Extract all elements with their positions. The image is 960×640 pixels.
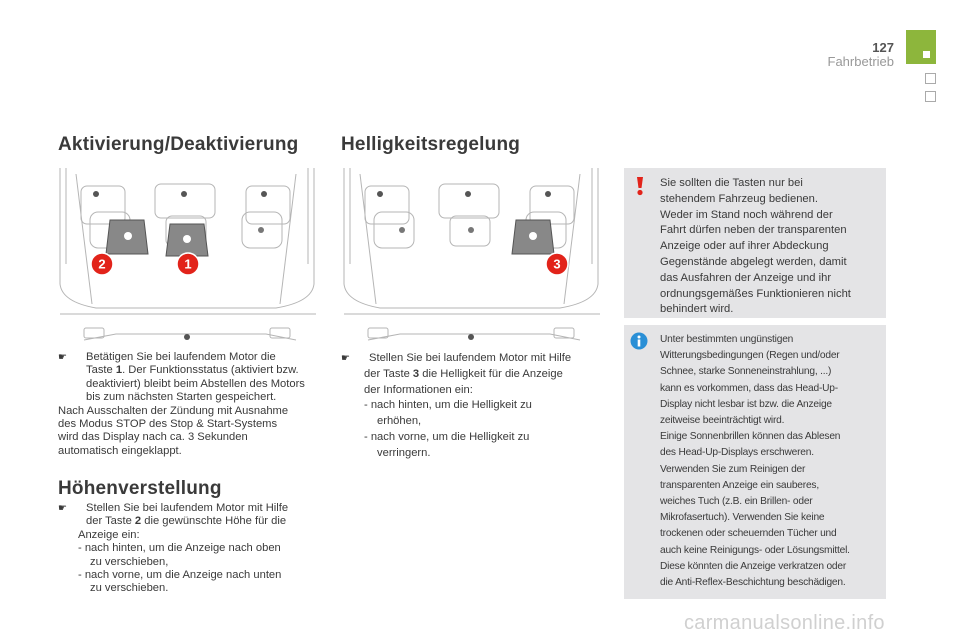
callout-1 — [176, 252, 200, 276]
activation-text: ☛ Betätigen Sie bei laufendem Motor die Taste 1. Der Funktionsstatus (aktiviert bzw. deaktiviert) bleibt beim Abstellen des Motors bis zum nächsten Starten gespeichert. Nach Ausschalten der Zündung mit Ausnahme des Modus STOP des Stop & Start-Systems wird das Display nach ca. 3 Sekunden automatisch eingeklappt. — [58, 351, 305, 457]
brightness-text: ☛ Stellen Sie bei laufendem Motor mit Hilfe der Taste 3 die Helligkeit für die Anzeige der Informationen ein: - nach hinten, um die Helligkeit zu erhöhen, - nach vorne, um die Helligkeit zu verringern. — [341, 352, 572, 459]
chapter-tab — [906, 30, 936, 64]
callout-3-label: 3 — [553, 256, 561, 272]
page-number: 127 — [872, 40, 894, 55]
watermark: carmanualsonline.info — [684, 612, 885, 634]
callout-2-label: 2 — [98, 256, 106, 272]
pointing-hand-icon: ☛ — [341, 353, 350, 364]
chapter-marker — [925, 73, 936, 84]
section-title-activation: Aktivierung/Deaktivierung — [58, 134, 299, 155]
section-name: Fahrbetrieb — [827, 54, 894, 69]
callout-2 — [90, 252, 114, 276]
pointing-hand-icon: ☛ — [58, 352, 67, 363]
section-title-height: Höhenverstellung — [58, 478, 222, 499]
info-icon — [630, 332, 648, 350]
info-text: Unter bestimmten ungünstigen Witterungsbedingungen (Regen und/oder Schnee, starke Sonneneinstrahlung, ...) kann es vorkommen, dass das Head-Up- Display nicht lesbar ist bzw. die Anzeige zeitweise beeinträchtigt wird. Einige Sonnenbrillen können das Ablesen des Head-Up-Displays erschweren. Verwenden Sie zum Reinigen der transparenten Anzeige ein sauberes, weiches Tuch (z.B. ein Brillen- oder Mikrofasertuch). Verwenden Sie keine trockenen oder scheuernden Tücher und auch keine Reinigungs- oder Lösungsmittel. Diese könnten die Anzeige verkratzen oder die Anti-Reflex-Beschichtung beschädigen. — [660, 334, 850, 589]
callout-3 — [545, 252, 569, 276]
callout-1-label: 1 — [184, 256, 192, 272]
chapter-marker — [925, 91, 936, 102]
warning-icon — [630, 176, 650, 196]
warning-text: Sie sollten die Tasten nur bei stehendem Fahrzeug bedienen. Weder im Stand noch während der Fahrt dürfen neben der transparenten Anzeige oder auf ihrer Abdeckung Gegenstände abgelegt werden, damit das Ausfahren der Anzeige und ihr ordnungsgemäßes Funktionieren nicht behindert wird. — [660, 177, 851, 316]
section-title-brightness: Helligkeitsregelung — [341, 134, 521, 155]
pointing-hand-icon: ☛ — [58, 503, 67, 514]
height-text: ☛ Stellen Sie bei laufendem Motor mit Hilfe der Taste 2 die gewünschte Höhe für die Anzeige ein: - nach hinten, um die Anzeige nach oben zu verschieben, - nach vorne, um die Anzeige nach unten zu verschieben. — [58, 502, 289, 595]
